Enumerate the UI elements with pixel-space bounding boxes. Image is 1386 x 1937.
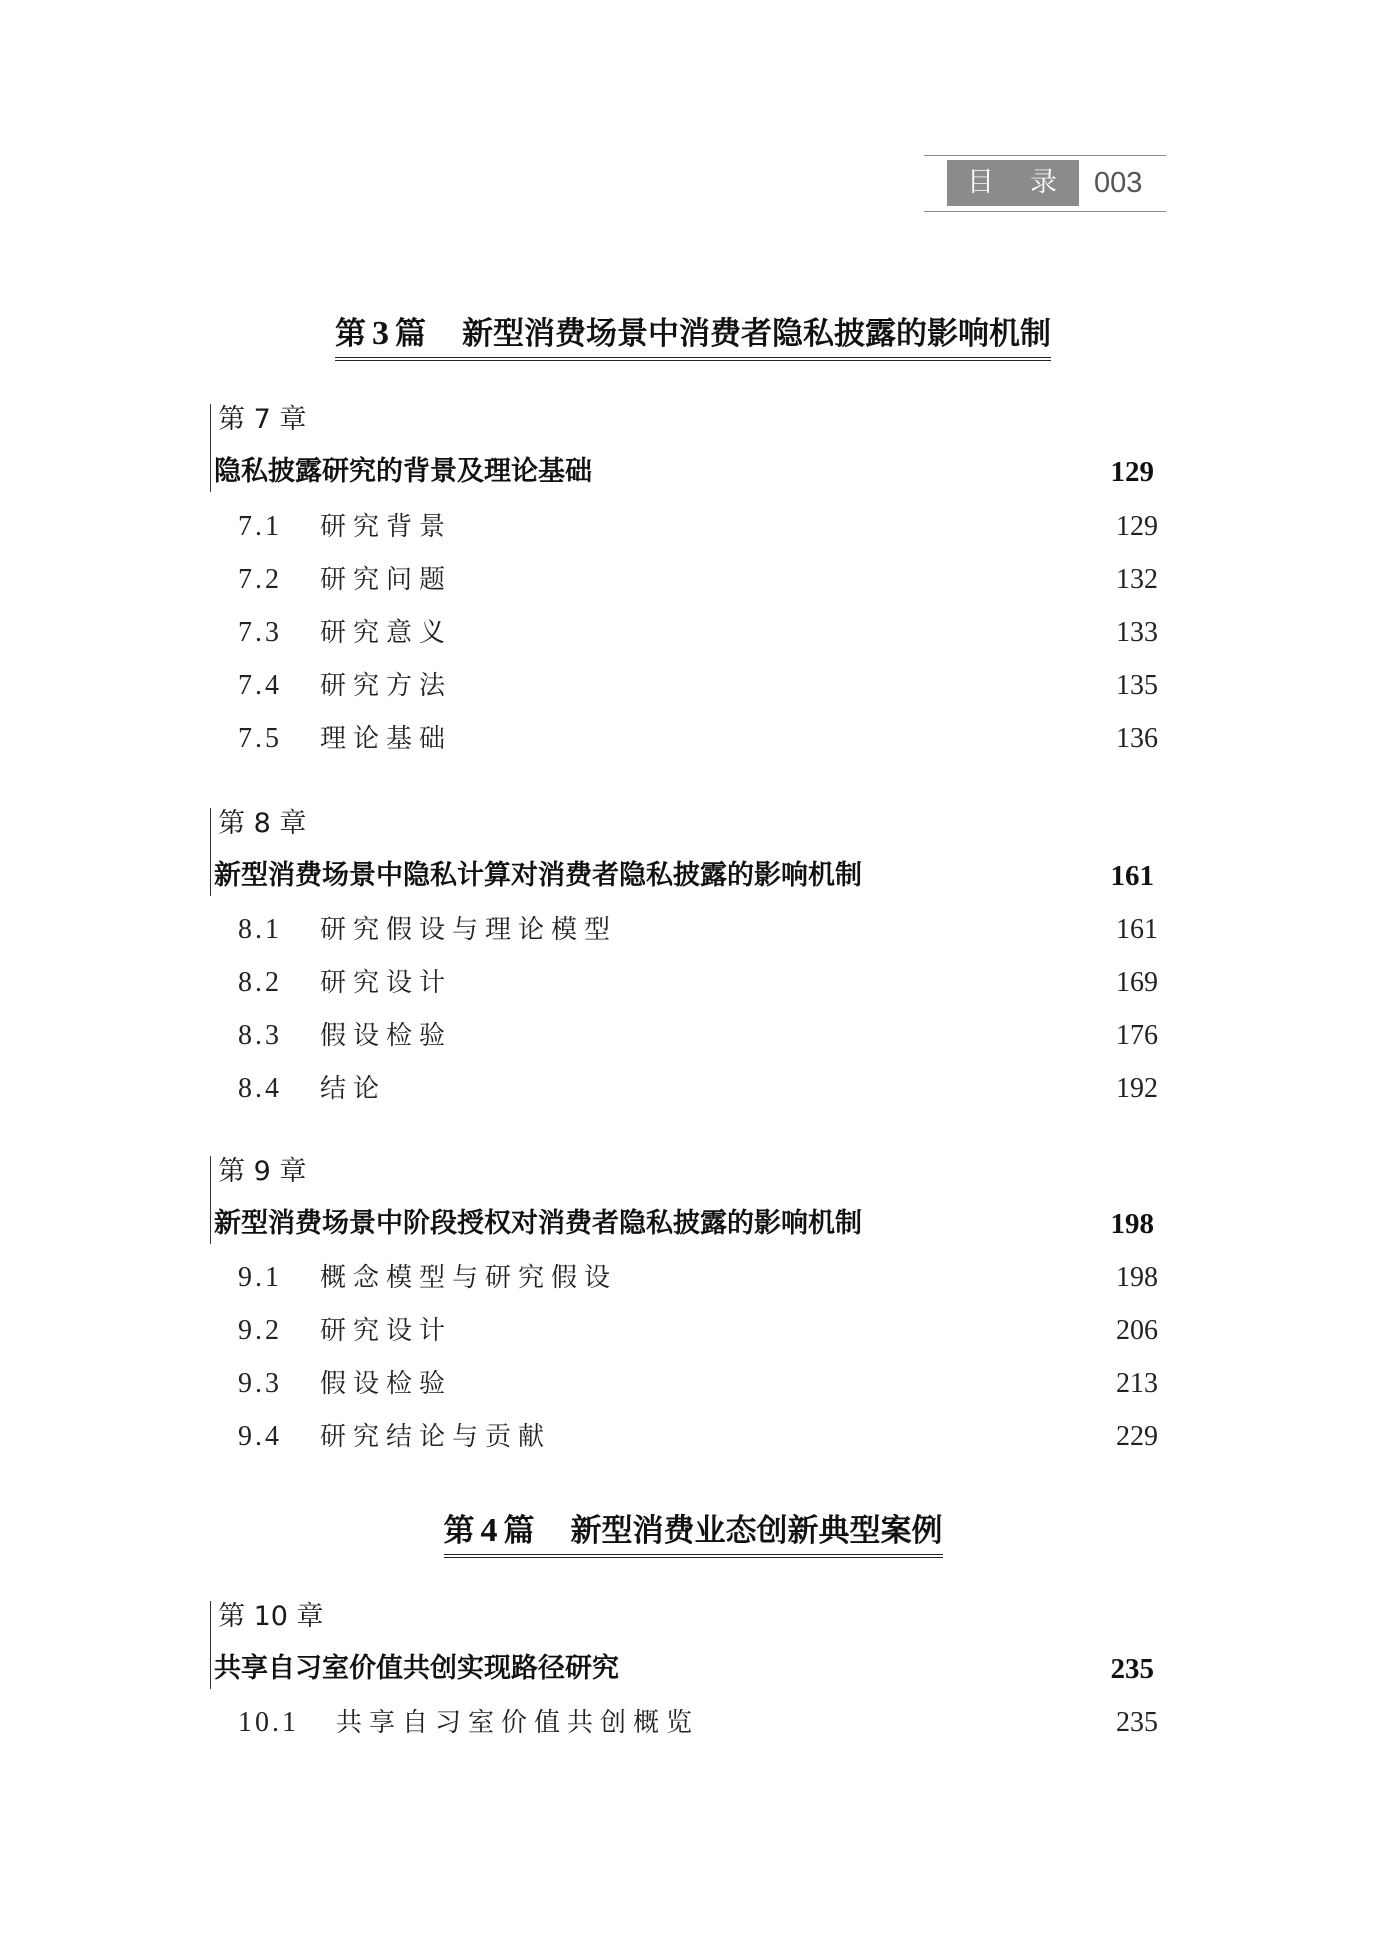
toc-entry-10-1[interactable]	[210, 1703, 1166, 1743]
section-number: 9.2	[238, 1315, 282, 1346]
section-title: 研究假设与理论模型	[320, 915, 618, 945]
toc-entry-9-3[interactable]	[210, 1364, 1166, 1404]
chapter-label: 第 7 章	[218, 404, 307, 435]
chapter-marker-bar	[210, 808, 211, 896]
chapter-marker-bar	[210, 1601, 211, 1689]
part-heading-3	[0, 308, 1386, 361]
toc-entry-9-2[interactable]	[210, 1311, 1166, 1351]
header-page-number: 003	[1094, 167, 1143, 199]
section-page: 206	[1116, 1315, 1158, 1346]
chapter-label: 第 8 章	[218, 808, 307, 839]
section-number: 8.1	[238, 914, 282, 945]
chapter-8	[210, 804, 1166, 1114]
section-page: 136	[1116, 723, 1158, 754]
section-title: 研究结论与贡献	[320, 1422, 552, 1452]
section-title: 研究方法	[320, 671, 453, 701]
section-number: 8.2	[238, 967, 282, 998]
chapter-title[interactable]: 新型消费场景中隐私计算对消费者隐私披露的影响机制	[214, 860, 862, 891]
toc-entry-9-1[interactable]	[210, 1258, 1166, 1298]
section-title: 结论	[320, 1074, 387, 1104]
part-title: 新型消费场景中消费者隐私披露的影响机制	[462, 316, 1051, 352]
chapter-title[interactable]: 共享自习室价值共创实现路径研究	[214, 1653, 619, 1684]
section-page: 213	[1116, 1368, 1158, 1399]
section-page: 235	[1116, 1707, 1158, 1738]
section-number: 9.3	[238, 1368, 282, 1399]
section-title: 理论基础	[320, 724, 453, 754]
chapter-10	[210, 1597, 1166, 1747]
part-number: 3	[372, 315, 389, 352]
section-number: 7.4	[238, 670, 282, 701]
header-rule-bottom	[924, 211, 1166, 212]
toc-entry-7-2[interactable]	[210, 560, 1166, 600]
chapter-label: 第 10 章	[218, 1601, 324, 1632]
chapter-page: 161	[1110, 860, 1154, 892]
toc-entry-8-2[interactable]	[210, 963, 1166, 1003]
section-title: 假设检验	[320, 1369, 453, 1399]
section-title: 研究设计	[320, 1316, 453, 1346]
chapter-marker-bar	[210, 404, 211, 492]
section-title: 研究设计	[320, 968, 453, 998]
part-heading-text	[444, 1505, 943, 1558]
part-heading-4	[0, 1505, 1386, 1558]
toc-entry-7-1[interactable]	[210, 507, 1166, 547]
section-number: 8.4	[238, 1073, 282, 1104]
section-page: 129	[1116, 511, 1158, 542]
section-page: 161	[1116, 914, 1158, 945]
section-title: 共享自习室价值共创概览	[336, 1708, 700, 1738]
section-number: 8.3	[238, 1020, 282, 1051]
toc-entry-8-1[interactable]	[210, 910, 1166, 950]
section-title: 假设检验	[320, 1021, 453, 1051]
section-page: 229	[1116, 1421, 1158, 1452]
chapter-label: 第 9 章	[218, 1156, 307, 1187]
section-number: 9.1	[238, 1262, 282, 1293]
part-heading-text	[335, 308, 1051, 361]
chapter-title[interactable]: 隐私披露研究的背景及理论基础	[214, 456, 592, 487]
chapter-page: 235	[1110, 1653, 1154, 1685]
section-number: 10.1	[238, 1707, 299, 1738]
section-number: 7.1	[238, 511, 282, 542]
chapter-title[interactable]: 新型消费场景中阶段授权对消费者隐私披露的影响机制	[214, 1208, 862, 1239]
toc-entry-8-3[interactable]	[210, 1016, 1166, 1056]
section-page: 192	[1116, 1073, 1158, 1104]
header-section-label: 目录	[947, 160, 1079, 206]
section-page: 198	[1116, 1262, 1158, 1293]
toc-entry-7-4[interactable]	[210, 666, 1166, 706]
toc-entry-8-4[interactable]	[210, 1069, 1166, 1109]
running-header	[924, 155, 1166, 213]
section-page: 133	[1116, 617, 1158, 648]
section-number: 9.4	[238, 1421, 282, 1452]
section-number: 7.2	[238, 564, 282, 595]
toc-entry-9-4[interactable]	[210, 1417, 1166, 1457]
part-suffix: 篇	[503, 1513, 535, 1549]
header-rule-top	[924, 155, 1166, 156]
section-page: 135	[1116, 670, 1158, 701]
toc-entry-7-5[interactable]	[210, 719, 1166, 759]
section-page: 176	[1116, 1020, 1158, 1051]
part-suffix: 篇	[395, 316, 426, 352]
part-number: 4	[480, 1512, 498, 1549]
chapter-9	[210, 1152, 1166, 1462]
chapter-7	[210, 400, 1166, 760]
section-title: 研究意义	[320, 618, 453, 648]
part-prefix: 第	[443, 1513, 475, 1549]
section-number: 7.5	[238, 723, 282, 754]
section-page: 132	[1116, 564, 1158, 595]
section-title: 概念模型与研究假设	[320, 1263, 618, 1293]
section-page: 169	[1116, 967, 1158, 998]
section-title: 研究问题	[320, 565, 453, 595]
chapter-page: 129	[1110, 456, 1154, 488]
toc-entry-7-3[interactable]	[210, 613, 1166, 653]
part-prefix: 第	[335, 316, 366, 352]
chapter-page: 198	[1110, 1208, 1154, 1240]
section-number: 7.3	[238, 617, 282, 648]
part-title: 新型消费业态创新典型案例	[570, 1513, 943, 1549]
chapter-marker-bar	[210, 1156, 211, 1244]
section-title: 研究背景	[320, 512, 453, 542]
